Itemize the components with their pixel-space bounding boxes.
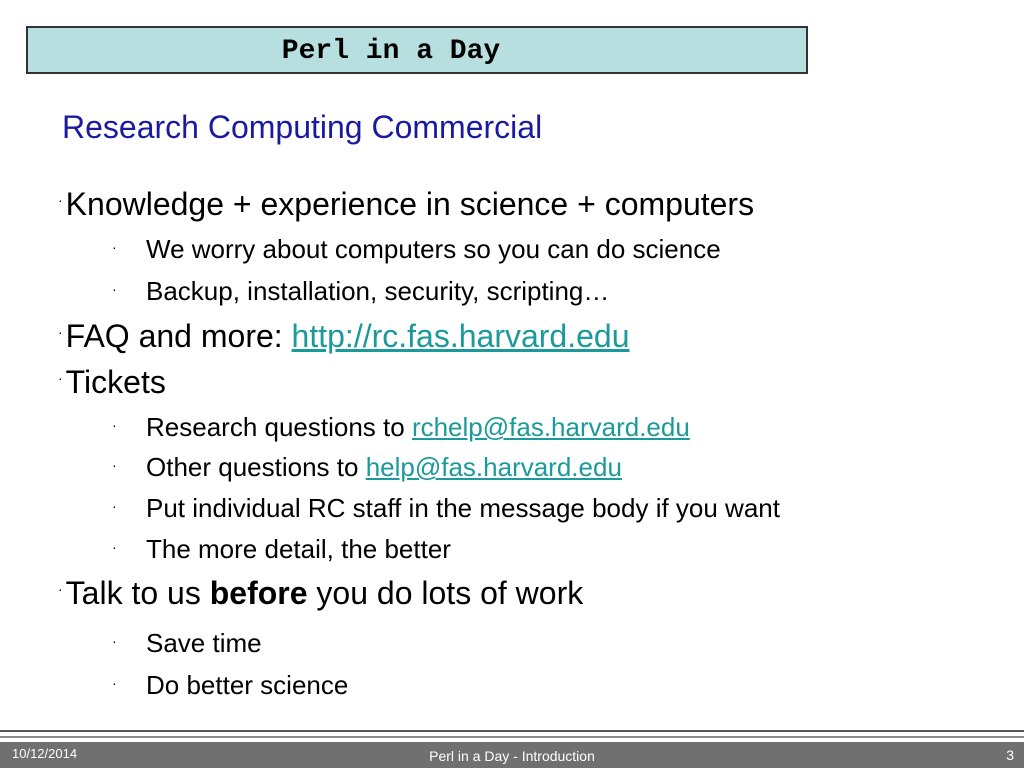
footer-divider — [0, 730, 1024, 732]
footer-date: 10/12/2014 — [12, 746, 78, 761]
subbullet-other-questions — [112, 452, 622, 483]
subbullet-worry — [112, 234, 721, 265]
bullet-text: Knowledge + experience in science + computers — [65, 186, 755, 222]
bullet-text: Tickets — [65, 364, 166, 400]
subbullet-research-questions — [112, 412, 690, 443]
slide-title-box — [26, 26, 808, 74]
bullet-text: Talk to us — [65, 575, 210, 611]
bullet-dot: · — [112, 498, 117, 514]
bullet-faq — [58, 318, 630, 355]
slide-title: Perl in a Day — [281, 36, 501, 67]
bullet-dot: · — [112, 457, 117, 473]
bullet-talk-to-us — [58, 575, 583, 612]
slide-footer — [0, 742, 1024, 768]
bullet-dot: · — [112, 281, 117, 297]
bullet-dot: · — [58, 581, 63, 597]
bullet-tickets — [58, 364, 166, 401]
bullet-text: Put individual RC staff in the message body if you want — [146, 493, 780, 523]
faq-link[interactable]: http://rc.fas.harvard.edu — [291, 318, 630, 354]
bullet-text: Do better science — [146, 670, 349, 700]
page-number: 3 — [1006, 747, 1014, 763]
bullet-dot: · — [112, 539, 117, 555]
bullet-knowledge — [58, 186, 754, 223]
bullet-text: you do lots of work — [307, 575, 584, 611]
bullet-dot: · — [112, 633, 117, 649]
subbullet-better-science — [112, 670, 348, 701]
bullet-text: Save time — [146, 628, 262, 658]
subbullet-backup — [112, 276, 609, 307]
bullet-text: We worry about computers so you can do science — [146, 234, 721, 264]
footer-divider — [0, 736, 1024, 738]
bullet-text: Research questions to — [146, 412, 412, 442]
bullet-dot: · — [58, 370, 63, 386]
bullet-text: FAQ and more: — [65, 318, 292, 354]
bullet-dot: · — [58, 324, 63, 340]
bullet-dot: · — [112, 417, 117, 433]
rchelp-email-link[interactable]: rchelp@fas.harvard.edu — [411, 412, 690, 442]
subbullet-save-time — [112, 628, 262, 659]
bullet-dot: · — [112, 239, 117, 255]
slide-heading: Research Computing Commercial — [62, 109, 543, 145]
bullet-text: Other questions to — [146, 452, 366, 482]
subbullet-staff — [112, 493, 780, 524]
bullet-dot: · — [58, 192, 63, 208]
subbullet-detail — [112, 534, 451, 565]
help-email-link[interactable]: help@fas.harvard.edu — [365, 452, 622, 482]
bullet-text: The more detail, the better — [146, 534, 451, 564]
footer-title: Perl in a Day - Introduction — [429, 748, 595, 764]
emphasis-before: before — [209, 575, 308, 611]
bullet-dot: · — [112, 675, 117, 691]
bullet-text: Backup, installation, security, scripting… — [146, 276, 610, 306]
